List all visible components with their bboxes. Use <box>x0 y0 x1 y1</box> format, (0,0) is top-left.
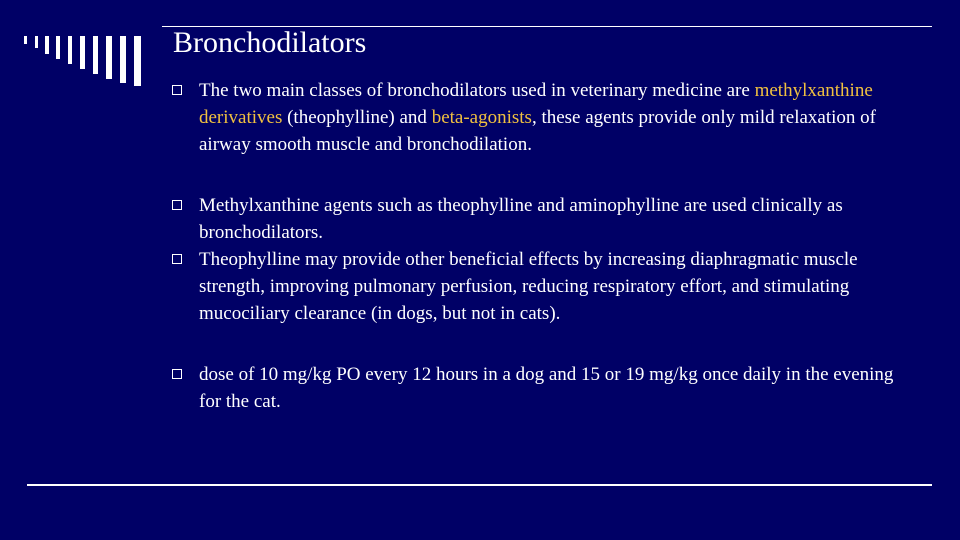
square-bullet-icon <box>172 254 182 264</box>
decorative-bar <box>120 36 126 83</box>
decorative-bar <box>80 36 85 69</box>
decorative-bar <box>134 36 141 86</box>
decorative-bar <box>106 36 112 79</box>
bullet-text: (theophylline) and <box>282 107 432 128</box>
decorative-bar <box>68 36 72 64</box>
bullet-list <box>171 77 911 415</box>
square-bullet-icon <box>172 200 182 210</box>
decorative-bar <box>93 36 98 74</box>
square-bullet-icon <box>172 85 182 95</box>
bullet-item <box>171 246 911 327</box>
decorative-bar <box>56 36 60 59</box>
square-bullet-icon <box>172 369 182 379</box>
decorative-bar <box>24 36 27 44</box>
bullet-text: dose of 10 mg/kg PO every 12 hours in a dog and 15 or 19 mg/kg once daily in the evening for the cat. <box>199 364 894 412</box>
highlighted-term: beta-agonists <box>431 107 532 128</box>
bottom-rule <box>27 484 932 486</box>
decorative-bar <box>35 36 38 48</box>
bullet-text: Theophylline may provide other beneficial effects by increasing diaphragmatic muscle strength, improving pulmonary perfusion, reducing respiratory effort, and stimulating mucociliary clearance (in dogs, but not in cats). <box>199 249 858 324</box>
bullet-item <box>171 192 911 246</box>
bullet-item <box>171 77 911 158</box>
decorative-bar <box>45 36 49 54</box>
bullet-text: The two main classes of bronchodilators used in veterinary medicine are <box>199 80 755 101</box>
bullet-item <box>171 361 911 415</box>
bullet-text: Methylxanthine agents such as theophylline and aminophylline are used clinically as bronchodilators. <box>199 195 843 243</box>
slide-title: Bronchodilators <box>173 26 367 59</box>
highlighted-term: methylxanthine derivatives <box>199 80 873 128</box>
bullet-text: , these agents provide only mild relaxation of airway smooth muscle and bronchodilation. <box>199 107 876 155</box>
